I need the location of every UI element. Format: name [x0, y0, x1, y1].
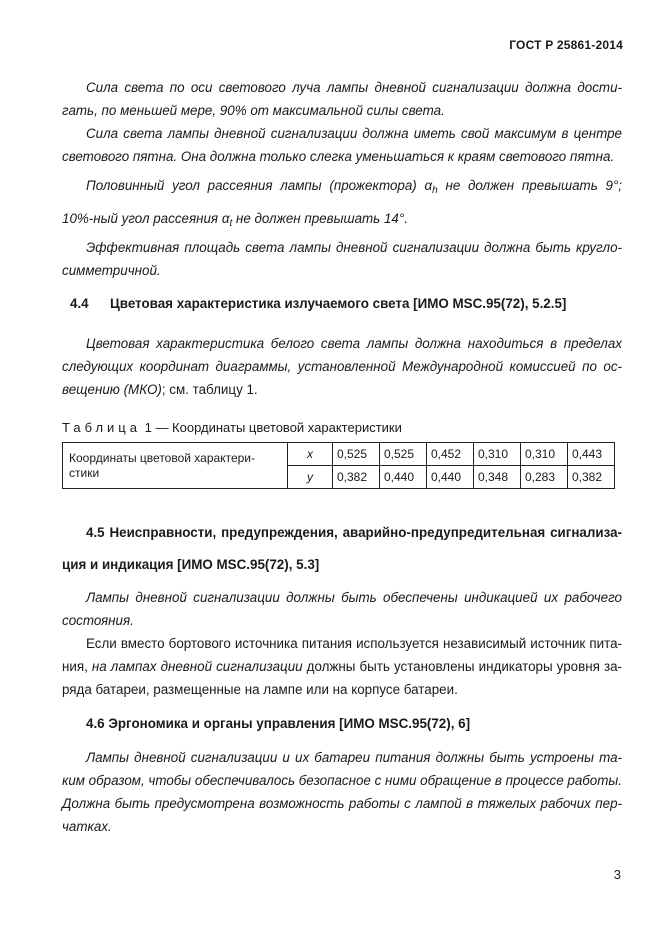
paragraph-ergonomics	[62, 746, 622, 838]
x-value-cell: 0,443	[568, 443, 615, 466]
paragraph-effective-area	[62, 236, 622, 282]
table-row-x	[63, 443, 615, 466]
text-line	[62, 378, 622, 401]
text-line: Если вместо бортового источника питания используется независимый источник пита-	[86, 636, 622, 651]
text-line: состояния.	[62, 613, 134, 628]
section-4-4-number: 4.4	[70, 296, 89, 311]
text-line: Сила света по оси светового луча лампы дневной сигнализации должна дости-	[86, 80, 622, 95]
y-value-cell: 0,283	[521, 466, 568, 489]
text-line: Лампы дневной сигнализации и их батареи питания должны быть устроены та-	[86, 750, 622, 765]
text-line: гать, по меньшей мере, 90% от максимальной силы света.	[62, 103, 445, 118]
text-line	[62, 207, 622, 235]
section-4-6-title: 4.6 Эргономика и органы управления [ИМО MSC.95(72), 6]	[86, 716, 471, 731]
page-number: 3	[613, 867, 621, 882]
text-line: Должна быть предусмотрена возможность работы с лампой в тяжелых рабочих пер-	[62, 796, 622, 811]
paragraph-luminous-intensity-axis	[62, 76, 622, 122]
x-value-cell: 0,310	[521, 443, 568, 466]
row-label-cell: Координаты цветовой характери-стики	[63, 443, 288, 489]
y-value-cell: 0,440	[427, 466, 474, 489]
paragraph-half-angle	[62, 174, 622, 202]
half-angle-text: Половинный угол рассеяния лампы (прожектора)	[86, 178, 417, 193]
color-coordinates-table	[62, 442, 615, 489]
text-line: следующих координат диаграммы, установленной Международной комиссией по ос-	[62, 359, 622, 374]
table-caption-title: 1 — Координаты цветовой характеристики	[140, 420, 402, 435]
text-line: 4.5 Неисправности, предупреждения, аварийно-предупредительная сигнализа-	[86, 525, 622, 540]
document-id: ГОСТ Р 25861-2014	[509, 38, 623, 52]
mko-text: вещению (МКО)	[62, 382, 162, 397]
x-label-cell: x	[288, 443, 333, 466]
y-value-cell: 0,348	[474, 466, 521, 489]
y-value-cell: 0,382	[333, 466, 380, 489]
y-value-cell: 0,440	[380, 466, 427, 489]
ten-percent-angle-text: 10%-ный угол рассеяния	[62, 211, 219, 226]
x-value-cell: 0,525	[333, 443, 380, 466]
subscript-t: t	[229, 218, 233, 229]
alpha-symbol: α	[221, 211, 230, 226]
subscript-h: h	[432, 185, 438, 196]
text-line	[62, 655, 622, 678]
paragraph-color-characteristic	[62, 332, 622, 401]
section-4-5-title	[62, 517, 622, 581]
y-label-cell: y	[288, 466, 333, 489]
table-reference: ; см. таблицу 1.	[161, 382, 258, 397]
x-value-cell: 0,525	[380, 443, 427, 466]
text-fragment: ния,	[62, 659, 92, 674]
paragraph-luminous-intensity-max	[62, 122, 622, 168]
text-line	[62, 174, 622, 202]
x-value-cell: 0,452	[427, 443, 474, 466]
text-line: ряда батареи, размещенные на лампе или на корпусе батареи.	[62, 682, 458, 697]
text-line: светового пятна. Она должна только слегка уменьшаться к краям светового пятна.	[62, 149, 615, 164]
table-caption-word: Таблица	[62, 420, 141, 435]
y-value-cell: 0,382	[568, 466, 615, 489]
text-line: ким образом, чтобы обеспечивалось безопасное с ними обращение в процессе работы.	[62, 773, 622, 788]
paragraph-battery-indicators	[62, 632, 622, 701]
text-line: Лампы дневной сигнализации должны быть обеспечены индикацией их рабочего	[86, 590, 622, 605]
paragraph-ten-percent-angle	[62, 207, 622, 235]
text-line: чатках.	[62, 819, 112, 834]
ten-percent-angle-limit: не должен превышать 14°.	[235, 211, 408, 226]
text-line: Сила света лампы дневной сигнализации должна иметь свой максимум в центре	[86, 126, 622, 141]
alpha-symbol: α	[424, 178, 433, 193]
paragraph-indication	[62, 586, 622, 632]
x-value-cell: 0,310	[474, 443, 521, 466]
text-fragment: должны быть установлены индикаторы уровня за-	[302, 659, 622, 674]
text-line: Эффективная площадь света лампы дневной сигнализации должна быть кругло-	[86, 240, 622, 255]
table-caption	[62, 420, 402, 435]
text-fragment-italic: на лампах дневной сигнализации	[91, 659, 303, 674]
text-line: Цветовая характеристика белого света лампы должна находиться в пределах	[86, 336, 622, 351]
text-line: ция и индикация [ИМО MSC.95(72), 5.3]	[62, 557, 320, 572]
half-angle-limit: не должен превышать 9°;	[445, 178, 622, 193]
text-line: симметричной.	[62, 263, 161, 278]
section-4-4-title: Цветовая характеристика излучаемого света [ИМО MSC.95(72), 5.2.5]	[110, 296, 567, 311]
